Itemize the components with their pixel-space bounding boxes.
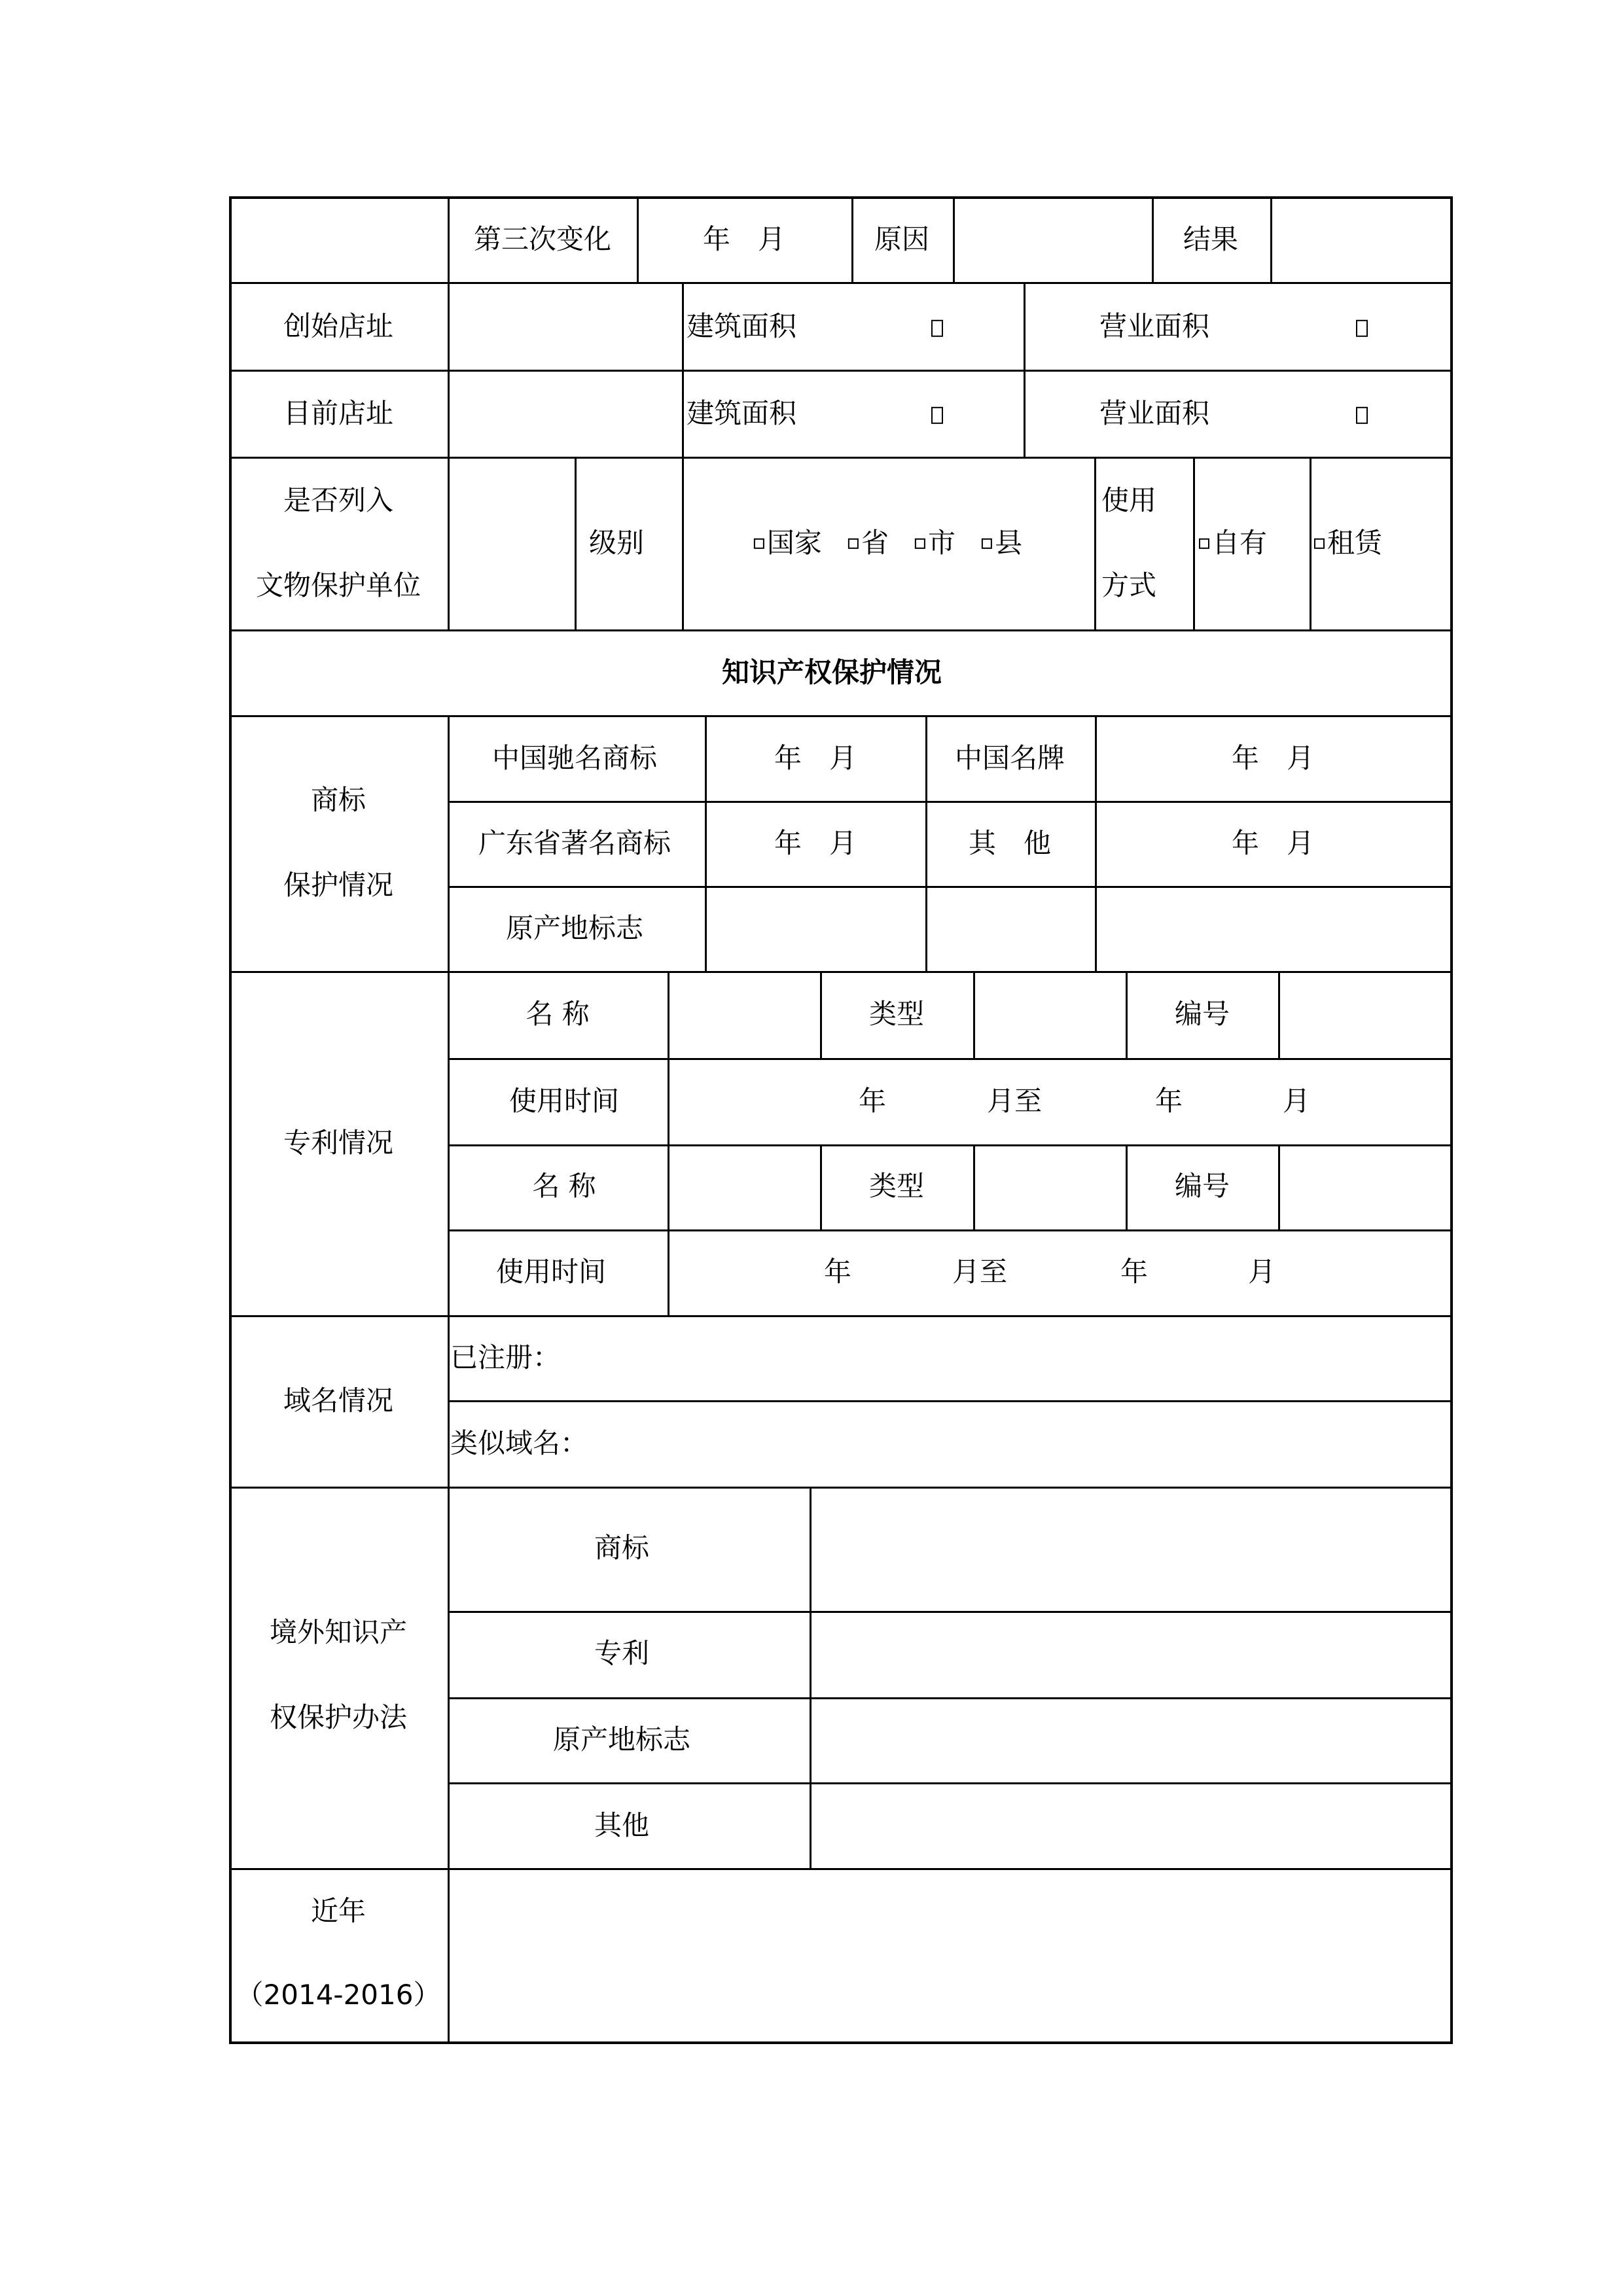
col-divider	[820, 1144, 822, 1229]
col-divider	[810, 1487, 812, 1868]
usage-label-line2: 方式	[1101, 569, 1157, 601]
geo-indication-label: 原产地标志	[505, 911, 644, 944]
patent-usage-time-label: 使用时间	[495, 1255, 607, 1288]
original-address-label: 创始店址	[283, 309, 394, 342]
row-divider	[448, 1058, 1453, 1060]
china-brand-date-field[interactable]: 年 月	[1231, 741, 1315, 774]
usage-year-text: 年	[823, 1255, 852, 1288]
col-divider	[448, 196, 450, 629]
level-national-checkbox[interactable]: 国家	[754, 527, 822, 559]
col-divider	[851, 196, 853, 282]
patent-number-field[interactable]	[1281, 1146, 1451, 1229]
usage-label-line1: 使用	[1101, 484, 1157, 516]
current-building-area-label: 建筑面积	[687, 397, 797, 429]
row-divider	[448, 1400, 1453, 1402]
row-divider	[448, 1229, 1453, 1231]
recent-label-line2: （2014-2016）	[236, 1978, 441, 2011]
level-province-checkbox[interactable]: 省	[848, 527, 889, 559]
usage-month-text: 月	[1282, 1084, 1311, 1117]
result-field[interactable]	[1273, 199, 1450, 282]
unit-box-icon	[1356, 397, 1368, 430]
patent-type-label: 类型	[868, 1169, 925, 1202]
patent-number-label: 编号	[1174, 997, 1230, 1030]
patent-usage-time-label: 使用时间	[508, 1084, 620, 1117]
reason-field[interactable]	[955, 199, 1152, 282]
usage-month-text: 月	[1247, 1255, 1276, 1288]
patent-name-label: 名 称	[532, 1169, 596, 1202]
row-divider	[229, 715, 1453, 717]
result-label: 结果	[1183, 222, 1239, 255]
domain-similar-label: 类似域名：	[450, 1426, 588, 1459]
usage-year-text: 年	[1120, 1255, 1149, 1288]
patent-name-field[interactable]	[670, 973, 820, 1058]
col-divider	[682, 282, 684, 457]
col-divider	[705, 715, 707, 971]
row-divider	[229, 971, 1453, 973]
guangdong-famous-date-field[interactable]: 年 月	[774, 826, 857, 859]
col-divider	[637, 196, 639, 282]
overseas-trademark-field[interactable]	[812, 1489, 1451, 1611]
usage-month-to-text: 月至	[986, 1084, 1043, 1117]
current-business-area-label: 营业面积	[1099, 397, 1210, 429]
col-divider	[682, 457, 684, 629]
col-divider	[820, 971, 822, 1058]
third-change-label: 第三次变化	[473, 222, 612, 255]
overseas-other-field[interactable]	[812, 1784, 1451, 1868]
unit-box-icon	[931, 310, 943, 343]
patent-type-label: 类型	[868, 997, 925, 1030]
col-divider	[1095, 715, 1097, 971]
row-divider	[229, 370, 1453, 372]
geo-indication-field-3[interactable]	[1097, 888, 1451, 971]
overseas-geo-indication-label: 原产地标志	[552, 1723, 691, 1756]
col-divider	[1152, 196, 1154, 282]
col-divider	[973, 971, 975, 1058]
col-divider	[1024, 282, 1026, 457]
patent-type-field[interactable]	[976, 973, 1126, 1058]
usage-month-to-text: 月至	[952, 1255, 1008, 1288]
geo-indication-field-2[interactable]	[928, 888, 1095, 971]
usage-rent-checkbox[interactable]: 租赁	[1314, 527, 1382, 559]
china-well-known-date-field[interactable]: 年 月	[774, 741, 857, 774]
col-divider	[575, 457, 577, 629]
unit-box-icon	[1356, 310, 1368, 343]
current-address-field[interactable]	[450, 372, 682, 457]
usage-year-text: 年	[858, 1084, 887, 1117]
trademark-label-line2: 保护情况	[283, 868, 394, 901]
row-divider	[229, 457, 1453, 459]
row-divider	[229, 1315, 1453, 1317]
col-divider	[1278, 1144, 1280, 1229]
heritage-field[interactable]	[450, 459, 575, 629]
col-divider	[1126, 971, 1128, 1058]
col-divider	[448, 715, 450, 2044]
domain-label: 域名情况	[283, 1384, 394, 1417]
change-date-field[interactable]: 年 月	[702, 222, 786, 255]
row-divider	[229, 282, 1453, 284]
overseas-trademark-label: 商标	[594, 1531, 650, 1564]
col-divider	[1193, 457, 1195, 629]
patent-number-label: 编号	[1174, 1169, 1230, 1202]
row-divider	[448, 801, 1453, 803]
recent-content-field[interactable]	[450, 1870, 1451, 2041]
other-trademark-label: 其 他	[968, 826, 1052, 859]
heritage-label-line2: 文物保护单位	[255, 569, 421, 601]
overseas-patent-label: 专利	[594, 1636, 650, 1669]
level-options	[754, 527, 1022, 559]
col-divider	[668, 971, 669, 1315]
overseas-ip-label-line2: 权保护办法	[269, 1701, 408, 1733]
china-brand-label: 中国名牌	[954, 741, 1065, 774]
domain-registered-label: 已注册：	[450, 1341, 561, 1373]
patent-label: 专利情况	[283, 1126, 394, 1159]
geo-indication-field[interactable]	[707, 888, 925, 971]
heritage-label-line1: 是否列入	[283, 484, 394, 516]
trademark-label-line1: 商标	[310, 783, 366, 816]
col-divider	[1310, 457, 1311, 629]
current-address-label: 目前店址	[283, 397, 394, 429]
recent-label-line1: 近年	[310, 1894, 366, 1927]
col-divider	[1094, 457, 1096, 629]
row-divider	[229, 629, 1453, 631]
col-divider	[925, 715, 927, 971]
patent-name-field[interactable]	[670, 1146, 820, 1229]
overseas-other-label: 其他	[594, 1809, 650, 1841]
china-well-known-trademark-label: 中国驰名商标	[491, 741, 658, 774]
level-label: 级别	[588, 526, 645, 559]
level-county-checkbox[interactable]: 县	[982, 527, 1022, 559]
original-business-area-label: 营业面积	[1099, 309, 1210, 342]
original-address-field[interactable]	[450, 284, 682, 370]
overseas-patent-field[interactable]	[812, 1613, 1451, 1697]
level-city-checkbox[interactable]: 市	[915, 527, 955, 559]
other-trademark-date-field[interactable]: 年 月	[1231, 826, 1315, 859]
reason-label: 原因	[874, 222, 930, 255]
col-divider	[1278, 971, 1280, 1058]
col-divider	[953, 196, 955, 282]
usage-year-text: 年	[1154, 1084, 1183, 1117]
overseas-geo-indication-field[interactable]	[812, 1699, 1451, 1782]
original-building-area-label: 建筑面积	[687, 309, 797, 342]
col-divider	[973, 1144, 975, 1229]
col-divider	[1270, 196, 1272, 282]
patent-type-field[interactable]	[976, 1146, 1126, 1229]
col-divider	[1126, 1144, 1128, 1229]
overseas-ip-label-line1: 境外知识产	[269, 1616, 408, 1648]
patent-name-label: 名 称	[526, 997, 590, 1030]
usage-own-checkbox[interactable]: 自有	[1199, 527, 1267, 559]
unit-box-icon	[931, 397, 943, 430]
guangdong-famous-trademark-label: 广东省著名商标	[478, 826, 671, 859]
patent-number-field[interactable]	[1281, 973, 1451, 1058]
ip-section-title: 知识产权保护情况	[721, 656, 942, 688]
